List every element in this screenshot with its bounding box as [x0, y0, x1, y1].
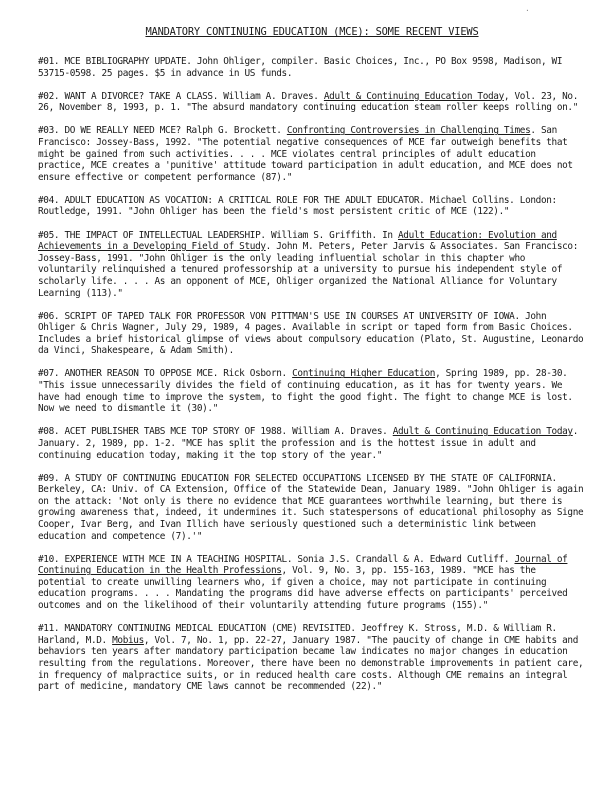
entry-04 [38, 195, 586, 218]
publication-title: Journal of Continuing Education in the Health Professions [38, 553, 568, 577]
entry-text: , Vol. 7, No. 1, pp. 22-27, January 1987. "The paucity of change in CME habits and behaviors ten years after mandatory participation became law indicates no major changes in education resulting from the regulations. Moreover, there have been no demonstrable improvements in patient care, in frequency of malpractice suits, or in reduced health care costs. Although CME remains an integral part of medicine, mandatory CME laws cannot be recommended (22)." [38, 634, 584, 693]
entry-text: #03. DO WE REALLY NEED MCE? Ralph G. Brockett. [38, 125, 287, 137]
entry-text: , Vol. 23, No. 26, November 8, 1993, p. 1. "The absurd mandatory continuing education steam roller keeps rolling on." [38, 90, 579, 114]
entry-09 [38, 473, 586, 543]
publication-title: Adult & Continuing Education Today [392, 426, 573, 438]
entry-10 [38, 554, 586, 612]
entry-text: #02. WANT A DIVORCE? TAKE A CLASS. William A. Draves. [38, 90, 324, 102]
publication-title: Adult & Continuing Education Today [323, 90, 504, 102]
entry-text: , Spring 1989, pp. 28-30. "This issue unnecessarily divides the field of continuing education, as it has for twenty years. We have had enough time to improve the system, to fight the good fight. The fight to change MCE is lost. Now we need to dismantle it (30)." [38, 368, 573, 415]
entry-text: . San Francisco: Jossey-Bass, 1992. "The potential negative consequences of MCE far outweigh benefits that might be gained from such activities. . . . MCE violates central principles of adult education practice, MCE creates a 'punitive' attitude toward participation in adult education, and MCE does not ensure effective or competent performance (87)." [38, 125, 573, 183]
entry-text: #05. THE IMPACT OF INTELLECTUAL LEADERSHIP. William S. Griffith. In [38, 229, 399, 241]
entry-text: . January. 2, 1989, pp. 1-2. "MCE has split the profession and is the hottest issue in adult and continuing education today, making it the top story of the year." [38, 426, 579, 461]
publication-title: Confronting Controversies in Challenging Times [286, 125, 531, 137]
entry-11 [38, 623, 586, 693]
entry-07 [38, 368, 586, 414]
document-page [38, 10, 586, 704]
entry-06 [38, 311, 586, 357]
entry-text: #11. MANDATORY CONTINUING MEDICAL EDUCATION (CME) REVISITED. Jeoffrey K. Stross, M.D. & William R. Harland, M.D. [38, 623, 557, 646]
entry-01 [38, 56, 586, 79]
corner-mark: · [525, 6, 530, 15]
publication-title: Continuing Higher Education [292, 368, 436, 380]
publication-title: Adult Education: Evolution and Achievements in a Developing Field of Study [38, 229, 557, 253]
entry-text: #06. SCRIPT OF TAPED TALK FOR PROFESSOR VON PITTMAN'S USE IN COURSES AT UNIVERSITY OF IOWA. John Ohliger & Chris Wagner, July 29, 1989, 4 pages. Available in script or taped form from Basic Choices. Includes a brief historical glimpse of views about compulsory education (Plato, St. Augustine, Leonardo da Vinci, Shakespeare, & Adam Smith). [38, 310, 584, 357]
entry-text: #01. MCE BIBLIOGRAPHY UPDATE. John Ohliger, compiler. Basic Choices, Inc., PO Box 9598, Madison, WI 53715-0598. 25 pages. $5 in advance in US funds. [38, 56, 563, 79]
entry-text: , Vol. 9, No. 3, pp. 155-163, 1989. "MCE has the potential to create unwilling learners who, if given a choice, may not participate in continuing education programs. . . . Mandating the programs did have adverse effects on participants' perceived outcomes and on the likelihood of their voluntarily attending future programs (155)." [38, 565, 568, 612]
entry-02 [38, 91, 586, 114]
entry-text: #08. ACET PUBLISHER TABS MCE TOP STORY OF 1988. William A. Draves. [38, 426, 393, 438]
entry-text: . John M. Peters, Peter Jarvis & Associates. San Francisco: Jossey-Bass, 1991. "John Ohliger is the only leading influential scholar in this chapter who voluntarily relinquished a tenured professorship at a university to pursue his independent style of scholarly life. . . . As an opponent of MCE, Ohliger organized the National Alliance for Voluntary Learning (113)." [38, 241, 579, 299]
entry-text: #09. A STUDY OF CONTINUING EDUCATION FOR SELECTED OCCUPATIONS LICENSED BY THE STATE OF CALIFORNIA. Berkeley, CA: Univ. of CA Extension, Office of the Statewide Dean, January 1989. "John Ohliger is again on the attack: 'Not only is there no evidence that MCE guarantees worthwhile learning, but there is growing awareness that, indeed, it undermines it. Such statespersons of educational philosophy as Signe Cooper, Ivar Berg, and Ivan Illich have seriously questioned such a deterministic link between education and competence (7).'" [38, 472, 584, 542]
entry-text: #04. ADULT EDUCATION AS VOCATION: A CRITICAL ROLE FOR THE ADULT EDUCATOR. Michael Collins. London: Routledge, 1991. "John Ohliger has been the field's most persistent critic of MCE (122)." [38, 194, 557, 218]
entry-08 [38, 426, 586, 461]
entry-05 [38, 230, 586, 300]
publication-title: Mobius [112, 634, 144, 646]
entry-text: #10. EXPERIENCE WITH MCE IN A TEACHING HOSPITAL. Sonia J.S. Crandall & A. Edward Cutliff. [38, 553, 515, 565]
entry-03 [38, 125, 586, 183]
entry-text: #07. ANOTHER REASON TO OPPOSE MCE. Rick Osborn. [38, 368, 293, 380]
document-title: MANDATORY CONTINUING EDUCATION (MCE): SOME RECENT VIEWS [145, 26, 479, 38]
